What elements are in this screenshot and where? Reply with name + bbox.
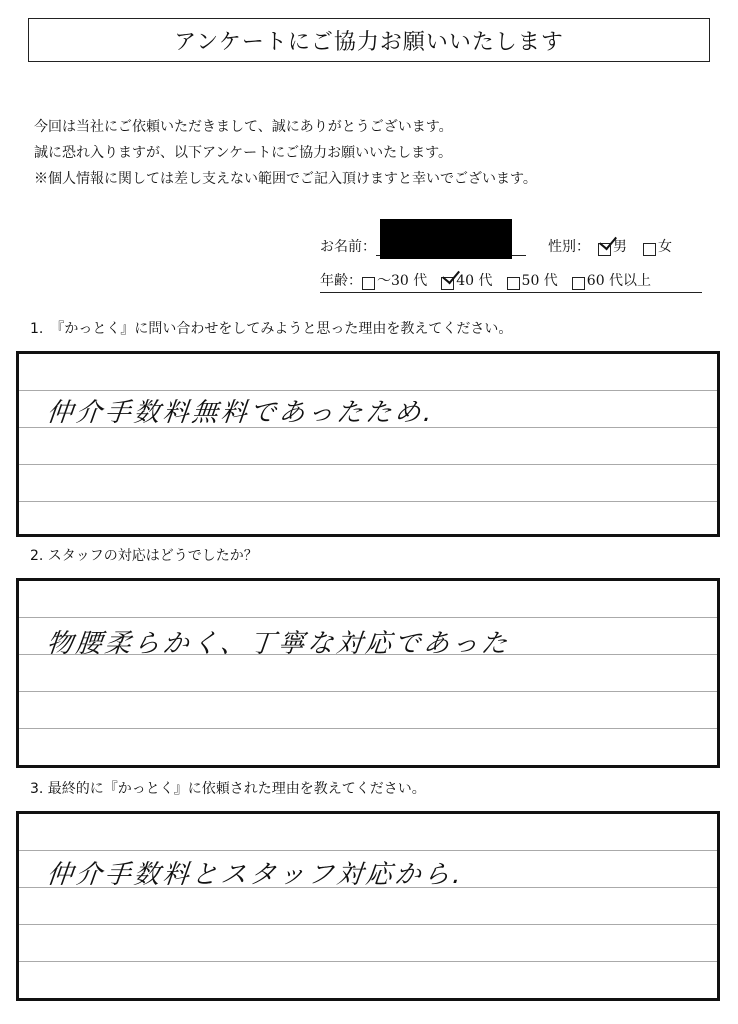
age-50s-label: 50 代 (521, 273, 558, 289)
page-title: アンケートにご協力お願いいたします (28, 18, 710, 62)
answer-box-2[interactable] (16, 578, 720, 768)
gender-label: 性別： (548, 239, 590, 255)
gender-male-label: 男 (613, 239, 627, 255)
gender-female-checkbox[interactable] (643, 243, 656, 256)
answer-box-3[interactable] (16, 811, 720, 1001)
intro-line: 誠に恐れ入りますが、以下アンケートにご協力お願いいたします。 (34, 145, 453, 161)
intro-line: ※個人情報に関しては差し支えない範囲でご記入頂けますと幸いでございます。 (34, 171, 537, 187)
age-60plus-checkbox[interactable] (572, 277, 585, 290)
gender-male-checkbox[interactable] (598, 243, 611, 256)
question-3: 3. 最終的に『かっとく』に依頼された理由を教えてください。 (30, 781, 426, 797)
age-row (320, 262, 702, 293)
age-50s-checkbox[interactable] (507, 277, 520, 290)
age-40s-label: 40 代 (456, 273, 493, 289)
name-gender-row (320, 228, 702, 256)
name-label: お名前： (320, 239, 376, 255)
redacted-name (380, 219, 512, 259)
question-1: 1. 『かっとく』に問い合わせをしてみようと思った理由を教えてください。 (30, 321, 513, 337)
answer-2: 物腰柔らかく、丁寧な対応であった (45, 629, 512, 659)
question-2: 2. スタッフの対応はどうでしたか？ (30, 548, 258, 564)
gender-female-label: 女 (658, 239, 672, 255)
age-under30-label: ～30 代 (377, 273, 428, 289)
age-under30-checkbox[interactable] (362, 277, 375, 290)
answer-box-1[interactable] (16, 351, 720, 537)
age-60plus-label: 60 代以上 (586, 273, 652, 289)
intro-text (34, 114, 537, 192)
answer-3: 仲介手数料とスタッフ対応から. (45, 860, 466, 890)
intro-line: 今回は当社にご依頼いただきまして、誠にありがとうございます。 (34, 119, 453, 135)
answer-1: 仲介手数料無料であったため. (45, 398, 437, 428)
respondent-info (320, 228, 702, 293)
age-40s-checkbox[interactable] (441, 277, 454, 290)
name-field[interactable] (376, 215, 526, 256)
age-label: 年齢： (320, 273, 362, 289)
